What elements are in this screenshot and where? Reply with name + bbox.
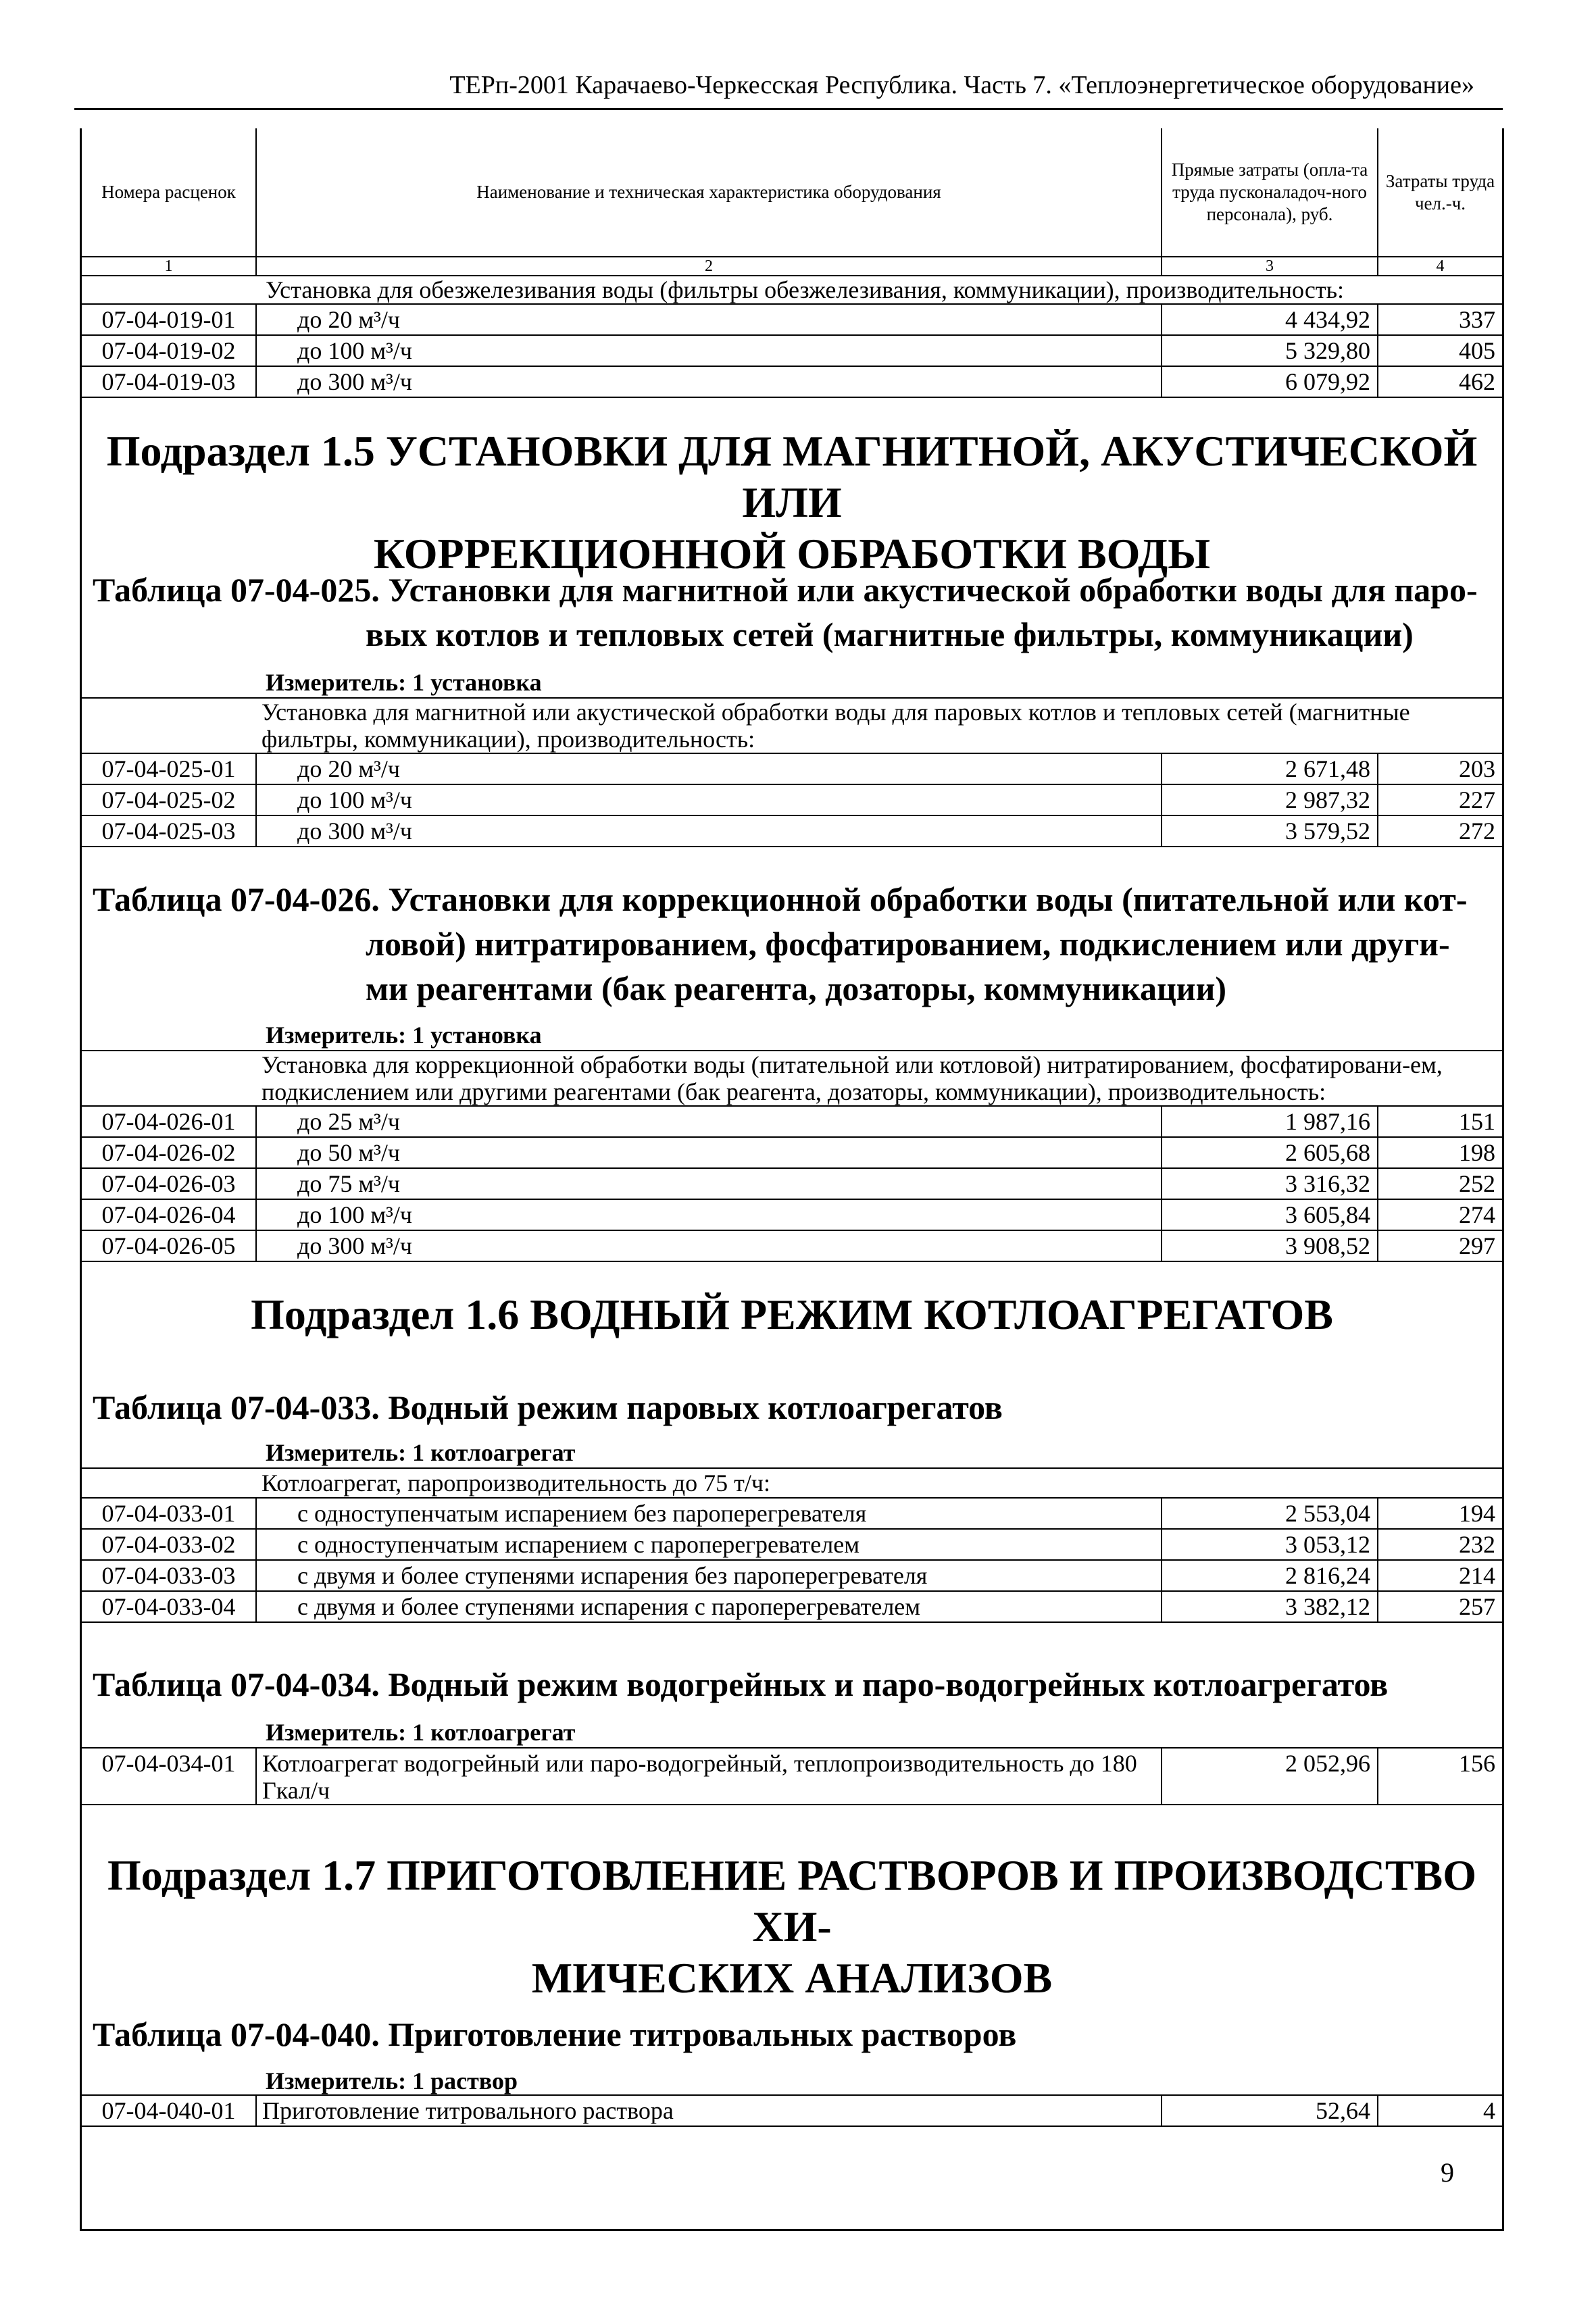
table-title-line: Таблица 07-04-034. Водный режим водогрейных и паро-водогрейных котлоагрегатов xyxy=(93,1665,1389,1703)
running-header: ТЕРп-2001 Карачаево-Черкесская Республика. Часть 7. «Теплоэнергетическое оборудование» xyxy=(449,71,1474,99)
subsection-heading-line: МИЧЕСКИХ АНАЛИЗОВ xyxy=(531,1954,1053,2002)
table-title-line: вых котлов и тепловых сетей (магнитные фильтры, коммуникации) xyxy=(366,615,1414,653)
row-cost: 1 987,16 xyxy=(1162,1106,1378,1137)
row-labor: 227 xyxy=(1378,784,1502,815)
row-name: с одноступенчатым испарением без пароперегревателя xyxy=(256,1498,1162,1529)
table-title-025 xyxy=(93,568,1498,657)
group-label: Установка для коррекционной обработки воды (питательной или котловой) нитратированием, фосфатировани-ем, подкислением или другими реагентами (бак реагента, дозаторы, коммуникации), производительность: xyxy=(82,1051,1502,1106)
row-name: до 100 м³/ч xyxy=(256,784,1162,815)
subsection-heading-1-6 xyxy=(82,1289,1502,1340)
table-row xyxy=(82,304,1502,335)
table-title-line: ми реагентами (бак реагента, дозаторы, коммуникации) xyxy=(366,970,1227,1007)
row-name: с одноступенчатым испарением с пароперегревателем xyxy=(256,1529,1162,1560)
table-034 xyxy=(82,1747,1502,1805)
row-name: до 50 м³/ч xyxy=(256,1137,1162,1168)
row-name: Приготовление титровального раствора xyxy=(256,2095,1162,2126)
row-name: с двумя и более ступенями испарения с пароперегревателем xyxy=(256,1591,1162,1622)
row-labor: 337 xyxy=(1378,304,1502,335)
row-cost: 2 605,68 xyxy=(1162,1137,1378,1168)
subsection-heading-line: Подраздел 1.6 ВОДНЫЙ РЕЖИМ КОТЛОАГРЕГАТОВ xyxy=(251,1290,1333,1338)
column-header-cost: Прямые затраты (опла-та труда пусконаладоч-ного персонала), руб. xyxy=(1162,128,1378,257)
table-row xyxy=(82,366,1502,397)
table-title-line: Таблица 07-04-025. Установки для магнитной или акустической обработки воды для паро- xyxy=(93,571,1478,609)
row-code: 07-04-033-03 xyxy=(82,1560,256,1591)
group-label: Котлоагрегат, паропроизводительность до 75 т/ч: xyxy=(82,1468,1502,1498)
table-row xyxy=(82,784,1502,815)
table-row xyxy=(82,1560,1502,1591)
table-026 xyxy=(82,1050,1502,1262)
table-title-040 xyxy=(93,2012,1498,2057)
group-row xyxy=(82,698,1502,753)
row-cost: 3 908,52 xyxy=(1162,1230,1378,1261)
row-code: 07-04-025-02 xyxy=(82,784,256,815)
row-code: 07-04-026-03 xyxy=(82,1168,256,1199)
subsection-heading-line: Подраздел 1.5 УСТАНОВКИ ДЛЯ МАГНИТНОЙ, АКУСТИЧЕСКОЙ ИЛИ xyxy=(106,427,1478,526)
row-name: до 25 м³/ч xyxy=(256,1106,1162,1137)
table-row xyxy=(82,1106,1502,1137)
group-row xyxy=(82,1468,1502,1498)
row-code: 07-04-026-05 xyxy=(82,1230,256,1261)
row-labor: 462 xyxy=(1378,366,1502,397)
row-code: 07-04-033-04 xyxy=(82,1591,256,1622)
column-number-row xyxy=(82,257,1502,276)
row-cost: 2 987,32 xyxy=(1162,784,1378,815)
measure-unit: Измеритель: 1 раствор xyxy=(266,2067,518,2094)
row-labor: 151 xyxy=(1378,1106,1502,1137)
measure-unit: Измеритель: 1 установка xyxy=(266,1022,542,1049)
page-content xyxy=(80,128,1504,2231)
row-code: 07-04-033-01 xyxy=(82,1498,256,1529)
table-title-line: Таблица 07-04-033. Водный режим паровых котлоагрегатов xyxy=(93,1388,1003,1426)
header-rule xyxy=(74,108,1503,110)
table-040 xyxy=(82,2094,1502,2127)
row-name: до 300 м³/ч xyxy=(256,1230,1162,1261)
row-cost: 2 671,48 xyxy=(1162,753,1378,784)
row-cost: 2 816,24 xyxy=(1162,1560,1378,1591)
row-name: с двумя и более ступенями испарения без пароперегревателя xyxy=(256,1560,1162,1591)
row-code: 07-04-019-02 xyxy=(82,335,256,366)
column-header-row xyxy=(82,128,1502,257)
row-name: до 100 м³/ч xyxy=(256,1199,1162,1230)
page-number: 9 xyxy=(1441,2157,1454,2188)
table-025 xyxy=(82,697,1502,847)
row-name: до 300 м³/ч xyxy=(256,366,1162,397)
row-cost: 4 434,92 xyxy=(1162,304,1378,335)
column-number: 1 xyxy=(82,257,256,276)
row-code: 07-04-019-03 xyxy=(82,366,256,397)
group-row xyxy=(82,276,1502,304)
row-name: до 75 м³/ч xyxy=(256,1168,1162,1199)
table-row xyxy=(82,1199,1502,1230)
row-cost: 5 329,80 xyxy=(1162,335,1378,366)
row-name: до 100 м³/ч xyxy=(256,335,1162,366)
row-labor: 198 xyxy=(1378,1137,1502,1168)
table-title-line: Таблица 07-04-040. Приготовление титровальных растворов xyxy=(93,2015,1017,2053)
row-name: до 300 м³/ч xyxy=(256,815,1162,847)
table-row xyxy=(82,1137,1502,1168)
column-number: 2 xyxy=(256,257,1162,276)
measure-unit: Измеритель: 1 установка xyxy=(266,669,542,696)
table-title-026 xyxy=(93,877,1498,1011)
row-labor: 156 xyxy=(1378,1748,1502,1805)
subsection-heading-line: Подраздел 1.7 ПРИГОТОВЛЕНИЕ РАСТВОРОВ И ПРОИЗВОДСТВО ХИ- xyxy=(107,1851,1477,1951)
table-row xyxy=(82,1748,1502,1805)
row-code: 07-04-019-01 xyxy=(82,304,256,335)
row-name: до 20 м³/ч xyxy=(256,753,1162,784)
group-row xyxy=(82,1051,1502,1106)
row-code: 07-04-034-01 xyxy=(82,1748,256,1805)
row-name: Котлоагрегат водогрейный или паро-водогрейный, теплопроизводительность до 180 Гкал/ч xyxy=(256,1748,1162,1805)
table-row xyxy=(82,335,1502,366)
row-cost: 3 579,52 xyxy=(1162,815,1378,847)
table-row xyxy=(82,1168,1502,1199)
row-cost: 52,64 xyxy=(1162,2095,1378,2126)
row-code: 07-04-026-01 xyxy=(82,1106,256,1137)
row-labor: 203 xyxy=(1378,753,1502,784)
row-code: 07-04-033-02 xyxy=(82,1529,256,1560)
row-labor: 4 xyxy=(1378,2095,1502,2126)
measure-unit: Измеритель: 1 котлоагрегат xyxy=(266,1439,576,1466)
row-cost: 2 553,04 xyxy=(1162,1498,1378,1529)
table-row xyxy=(82,1529,1502,1560)
measure-unit: Измеритель: 1 котлоагрегат xyxy=(266,1719,576,1746)
row-labor: 274 xyxy=(1378,1199,1502,1230)
row-code: 07-04-040-01 xyxy=(82,2095,256,2126)
column-header-codes: Номера расценок xyxy=(82,128,256,257)
table-033 xyxy=(82,1467,1502,1623)
table-row xyxy=(82,815,1502,847)
table-title-034 xyxy=(93,1662,1498,1707)
row-labor: 297 xyxy=(1378,1230,1502,1261)
table-title-033 xyxy=(93,1385,1498,1430)
row-cost: 3 316,32 xyxy=(1162,1168,1378,1199)
group-label: Установка для магнитной или акустической обработки воды для паровых котлов и тепловых сетей (магнитные фильтры, коммуникации), производительность: xyxy=(82,698,1502,753)
row-labor: 194 xyxy=(1378,1498,1502,1529)
subsection-heading-line: КОРРЕКЦИОННОЙ ОБРАБОТКИ ВОДЫ xyxy=(373,530,1211,578)
column-header-name: Наименование и техническая характеристика оборудования xyxy=(256,128,1162,257)
table-title-line: Таблица 07-04-026. Установки для коррекционной обработки воды (питательной или кот- xyxy=(93,880,1468,918)
row-labor: 257 xyxy=(1378,1591,1502,1622)
table-019 xyxy=(82,128,1502,398)
group-label: Установка для обезжелезивания воды (фильтры обезжелезивания, коммуникации), производительность: xyxy=(82,276,1502,304)
row-code: 07-04-025-01 xyxy=(82,753,256,784)
row-labor: 214 xyxy=(1378,1560,1502,1591)
row-code: 07-04-026-04 xyxy=(82,1199,256,1230)
row-code: 07-04-025-03 xyxy=(82,815,256,847)
row-cost: 3 605,84 xyxy=(1162,1199,1378,1230)
row-code: 07-04-026-02 xyxy=(82,1137,256,1168)
table-row xyxy=(82,1498,1502,1529)
table-row xyxy=(82,753,1502,784)
column-number: 4 xyxy=(1378,257,1502,276)
row-labor: 252 xyxy=(1378,1168,1502,1199)
table-row xyxy=(82,1591,1502,1622)
row-cost: 2 052,96 xyxy=(1162,1748,1378,1805)
table-row xyxy=(82,2095,1502,2126)
table-row xyxy=(82,1230,1502,1261)
subsection-heading-1-7 xyxy=(82,1850,1502,2004)
row-cost: 3 382,12 xyxy=(1162,1591,1378,1622)
row-cost: 6 079,92 xyxy=(1162,366,1378,397)
column-number: 3 xyxy=(1162,257,1378,276)
row-labor: 405 xyxy=(1378,335,1502,366)
column-header-labor: Затраты труда чел.-ч. xyxy=(1378,128,1502,257)
row-labor: 272 xyxy=(1378,815,1502,847)
row-cost: 3 053,12 xyxy=(1162,1529,1378,1560)
table-title-line: ловой) нитратированием, фосфатированием, подкислением или други- xyxy=(366,925,1450,963)
subsection-heading-1-5 xyxy=(82,426,1502,580)
row-labor: 232 xyxy=(1378,1529,1502,1560)
row-name: до 20 м³/ч xyxy=(256,304,1162,335)
